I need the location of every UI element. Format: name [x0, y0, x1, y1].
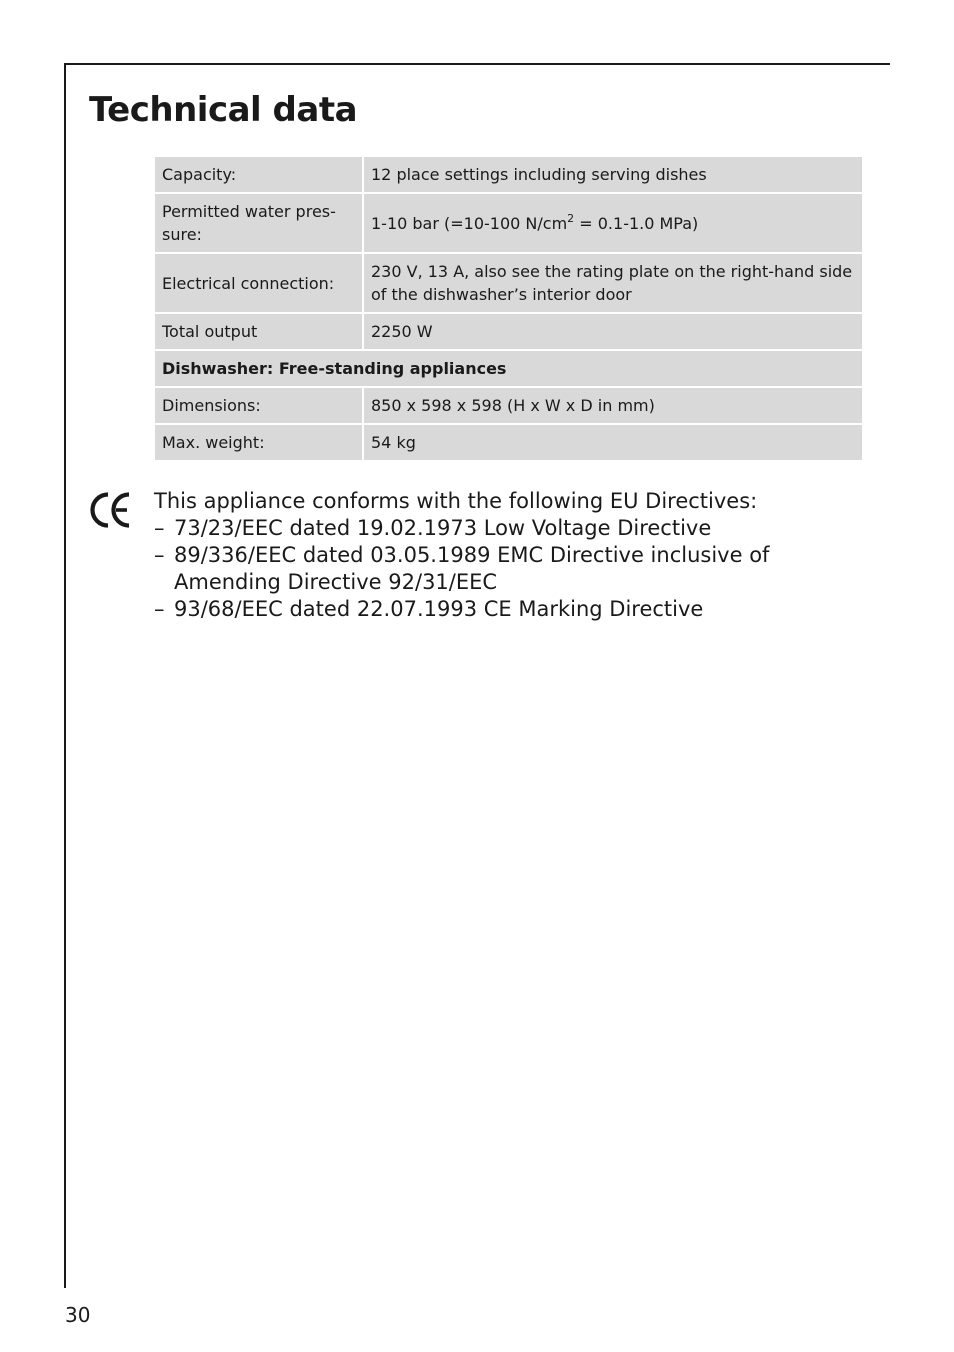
section-heading-free-standing: Dishwasher: Free-standing appliances	[155, 351, 862, 386]
ce-mark-icon	[90, 492, 132, 528]
table-section-row	[155, 351, 862, 386]
directive-text: 89/336/EEC dated 03.05.1989 EMC Directive inclusive of Amending Directive 92/31/EEC	[174, 543, 770, 594]
list-dash: –	[154, 597, 165, 621]
water-pressure-text: 1-10 bar (=10-100 N/cm	[371, 213, 568, 233]
table-row	[155, 425, 862, 460]
directive-text: 73/23/EEC dated 19.02.1973 Low Voltage Directive	[174, 516, 712, 540]
directive-text: 93/68/EEC dated 22.07.1993 CE Marking Directive	[174, 597, 704, 621]
row-value-capacity: 12 place settings including serving dishes	[364, 157, 862, 192]
list-item	[154, 596, 854, 623]
directives-list	[154, 515, 854, 623]
row-value-electrical-connection: 230 V, 13 A, also see the rating plate on the right-hand side of the dishwasher’s interior door	[364, 254, 862, 312]
eu-directives-block	[154, 488, 854, 623]
page-title: Technical data	[89, 90, 358, 130]
directives-intro: This appliance conforms with the following EU Directives:	[154, 489, 758, 513]
table-row	[155, 254, 862, 312]
technical-data-table	[153, 155, 864, 462]
list-item	[154, 515, 854, 542]
row-value-dimensions: 850 x 598 x 598 (H x W x D in mm)	[364, 388, 862, 423]
row-label-dimensions: Dimensions:	[155, 388, 362, 423]
table-row	[155, 314, 862, 349]
table-row	[155, 194, 862, 252]
water-pressure-text-end: = 0.1-1.0 MPa)	[574, 213, 699, 233]
row-label-max-weight: Max. weight:	[155, 425, 362, 460]
row-label-water-pressure: Permitted water pres-sure:	[155, 194, 362, 252]
page-frame-left-rule	[64, 63, 66, 1288]
page-frame-top-rule	[64, 63, 890, 65]
water-pressure-superscript: 2	[567, 211, 575, 225]
table-row	[155, 157, 862, 192]
list-item	[154, 542, 854, 596]
list-dash: –	[154, 516, 165, 540]
row-label-electrical-connection: Electrical connection:	[155, 254, 362, 312]
row-value-total-output: 2250 W	[364, 314, 862, 349]
row-value-water-pressure	[364, 194, 862, 252]
row-value-max-weight: 54 kg	[364, 425, 862, 460]
list-dash: –	[154, 543, 165, 567]
page-number: 30	[65, 1303, 91, 1327]
row-label-total-output: Total output	[155, 314, 362, 349]
table-row	[155, 388, 862, 423]
row-label-capacity: Capacity:	[155, 157, 362, 192]
